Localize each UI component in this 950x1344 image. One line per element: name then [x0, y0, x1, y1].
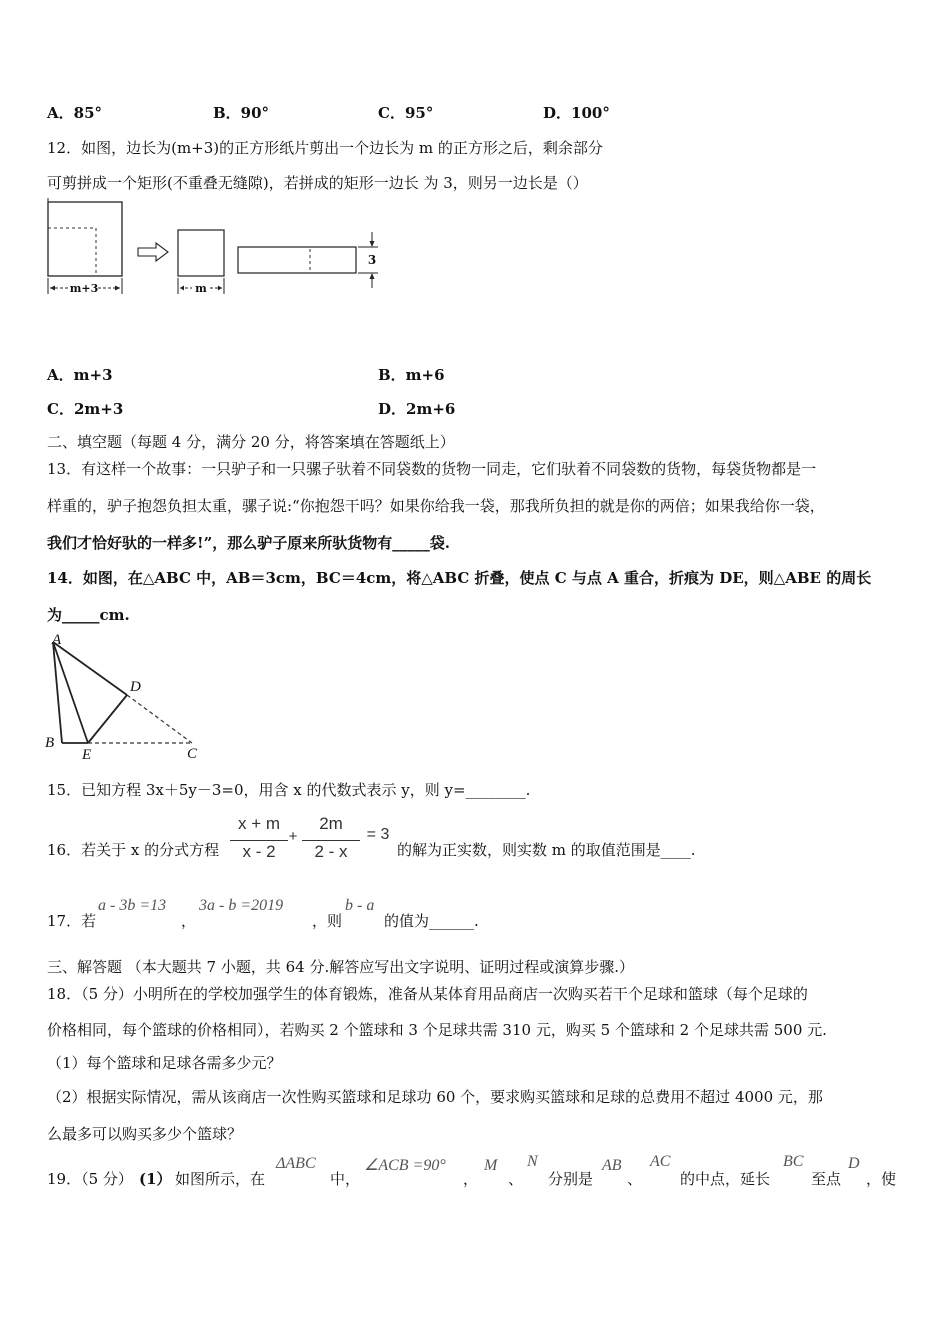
q19-math-m: M	[484, 1157, 498, 1174]
q17-expr-2: 3a - b =2019	[199, 897, 284, 914]
big-square-label: m+3	[69, 282, 99, 295]
q12-option-a: A．m+3	[47, 366, 113, 384]
q19-math-angle: ∠ACB =90°	[364, 1157, 446, 1174]
q19-math-d: D	[848, 1155, 860, 1172]
q12-option-c: C．2m+3	[47, 400, 124, 418]
q19-math-ac: AC	[650, 1153, 671, 1170]
q19-part-label: (1）	[139, 1170, 172, 1188]
arrow-icon	[138, 243, 168, 261]
q16-fraction-bar-2	[302, 840, 360, 841]
label-d: D	[130, 679, 141, 695]
q12-figure	[40, 196, 390, 300]
q18-sub1: （1）每个篮球和足球各需多少元？	[47, 1054, 282, 1072]
q12-option-d: D．2m+6	[378, 400, 456, 418]
q17-comma: ，	[181, 912, 197, 930]
q19-text-1: 如图所示，在	[175, 1170, 266, 1188]
q17-expr-1: a - 3b =13	[98, 897, 167, 914]
q16-denominator-2: 2 - x	[314, 842, 348, 861]
q19-number: 19．（5 分）	[47, 1170, 133, 1188]
q11-option-b: B．90°	[213, 104, 270, 122]
q19-text-6: 、	[627, 1170, 643, 1188]
q11-option-a: A．85°	[47, 104, 103, 122]
q16-numerator-2: 2m	[319, 814, 343, 833]
q19-math-abc: ΔABC	[276, 1155, 316, 1172]
segment-de	[88, 695, 127, 743]
q19-text-5: 分别是	[548, 1170, 594, 1188]
q18-line2: 价格相同，每个篮球的价格相同），若购买 2 个篮球和 3 个足球共需 310 元，购买 5 个篮球和 2 个足球共需 500 元.	[47, 1021, 827, 1039]
q19-math-ab: AB	[602, 1157, 622, 1174]
q19-math-n: N	[527, 1153, 538, 1170]
q19-math-bc: BC	[783, 1153, 804, 1170]
q19-text-3: ，	[463, 1170, 479, 1188]
q17-expr-3: b - a	[345, 897, 375, 914]
long-rect	[238, 247, 356, 273]
label-c: C	[187, 746, 198, 762]
q16-suffix: 的解为正实数，则实数 m 的取值范围是____.	[397, 841, 696, 859]
q18-sub2-line1: （2）根据实际情况，需从该商店一次性购买篮球和足球功 60 个，要求购买篮球和足球的总费用不超过 4000 元，那	[47, 1088, 823, 1106]
q19-text-9: ，使	[866, 1170, 897, 1188]
q19-text-2: 中，	[330, 1170, 361, 1188]
q14-triangle-figure	[40, 630, 210, 762]
q19-text-4: 、	[508, 1170, 524, 1188]
q13-line3: 我们才恰好驮的一样多!”，那么驴子原来所驮货物有_____袋.	[47, 534, 450, 552]
section2-heading: 二、填空题（每题 4 分，满分 20 分，将答案填在答题纸上）	[47, 433, 455, 451]
q16-prefix: 16．若关于 x 的分式方程	[47, 841, 220, 859]
q16-denominator-1: x - 2	[242, 842, 276, 861]
small-rect-label: m	[195, 282, 207, 295]
q16-fraction-bar-1	[230, 840, 288, 841]
big-square	[48, 202, 122, 276]
q18-sub2-line2: 么最多可以购买多少个篮球？	[47, 1125, 243, 1143]
height-label: 3	[367, 253, 377, 267]
q11-option-c: C．95°	[378, 104, 434, 122]
side-ad	[53, 642, 127, 695]
side-dc	[127, 695, 192, 743]
q12-line1: 12．如图，边长为(m+3)的正方形纸片剪出一个边长为 m 的正方形之后，剩余部分	[47, 139, 603, 157]
q14-line1: 14．如图，在△ABC 中，AB＝3cm，BC＝4cm，将△ABC 折叠，使点 C 与点 A 重合，折痕为 DE，则△ABE 的周长	[47, 569, 872, 587]
inner-dashed-square	[48, 228, 96, 276]
q12-option-b: B．m+6	[378, 366, 445, 384]
q17-suffix: 的值为______.	[384, 912, 479, 930]
q16-equals: = 3	[366, 826, 390, 843]
q15-text: 15．已知方程 3x＋5y－3=0，用含 x 的代数式表示 y，则 y=________.	[47, 781, 531, 799]
q18-line1: 18．（5 分）小明所在的学校加强学生的体育锻炼，准备从某体育用品商店一次购买若干个足球和篮球（每个足球的	[47, 985, 808, 1003]
q17-mid: ，则	[312, 912, 343, 930]
q17-prefix: 17．若	[47, 912, 97, 930]
q19-text-8: 至点	[811, 1170, 842, 1188]
section3-heading: 三、解答题 （本大题共 7 小题，共 64 分.解答应写出文字说明、证明过程或演算步骤.）	[47, 958, 635, 976]
q11-option-d: D．100°	[543, 104, 610, 122]
q12-line2: 可剪拼成一个矩形(不重叠无缝隙)，若拼成的矩形一边长 为 3，则另一边长是（）	[47, 174, 588, 192]
q14-line2: 为_____cm.	[47, 606, 130, 624]
q13-line2: 样重的，驴子抱怨负担太重，骡子说:“你抱怨干吗？如果你给我一袋，那我所负担的就是你的两倍；如果我给你一袋，	[47, 497, 825, 515]
small-rect	[178, 230, 224, 276]
q13-line1: 13．有这样一个故事：一只驴子和一只骡子驮着不同袋数的货物一同走，它们驮着不同袋数的货物，每袋货物都是一	[47, 460, 817, 478]
label-e: E	[82, 747, 92, 762]
q19-text-7: 的中点，延长	[680, 1170, 771, 1188]
q16-numerator-1: x + m	[237, 814, 281, 833]
q16-plus: +	[288, 828, 298, 845]
label-a: A	[52, 632, 62, 648]
label-b: B	[45, 735, 55, 751]
